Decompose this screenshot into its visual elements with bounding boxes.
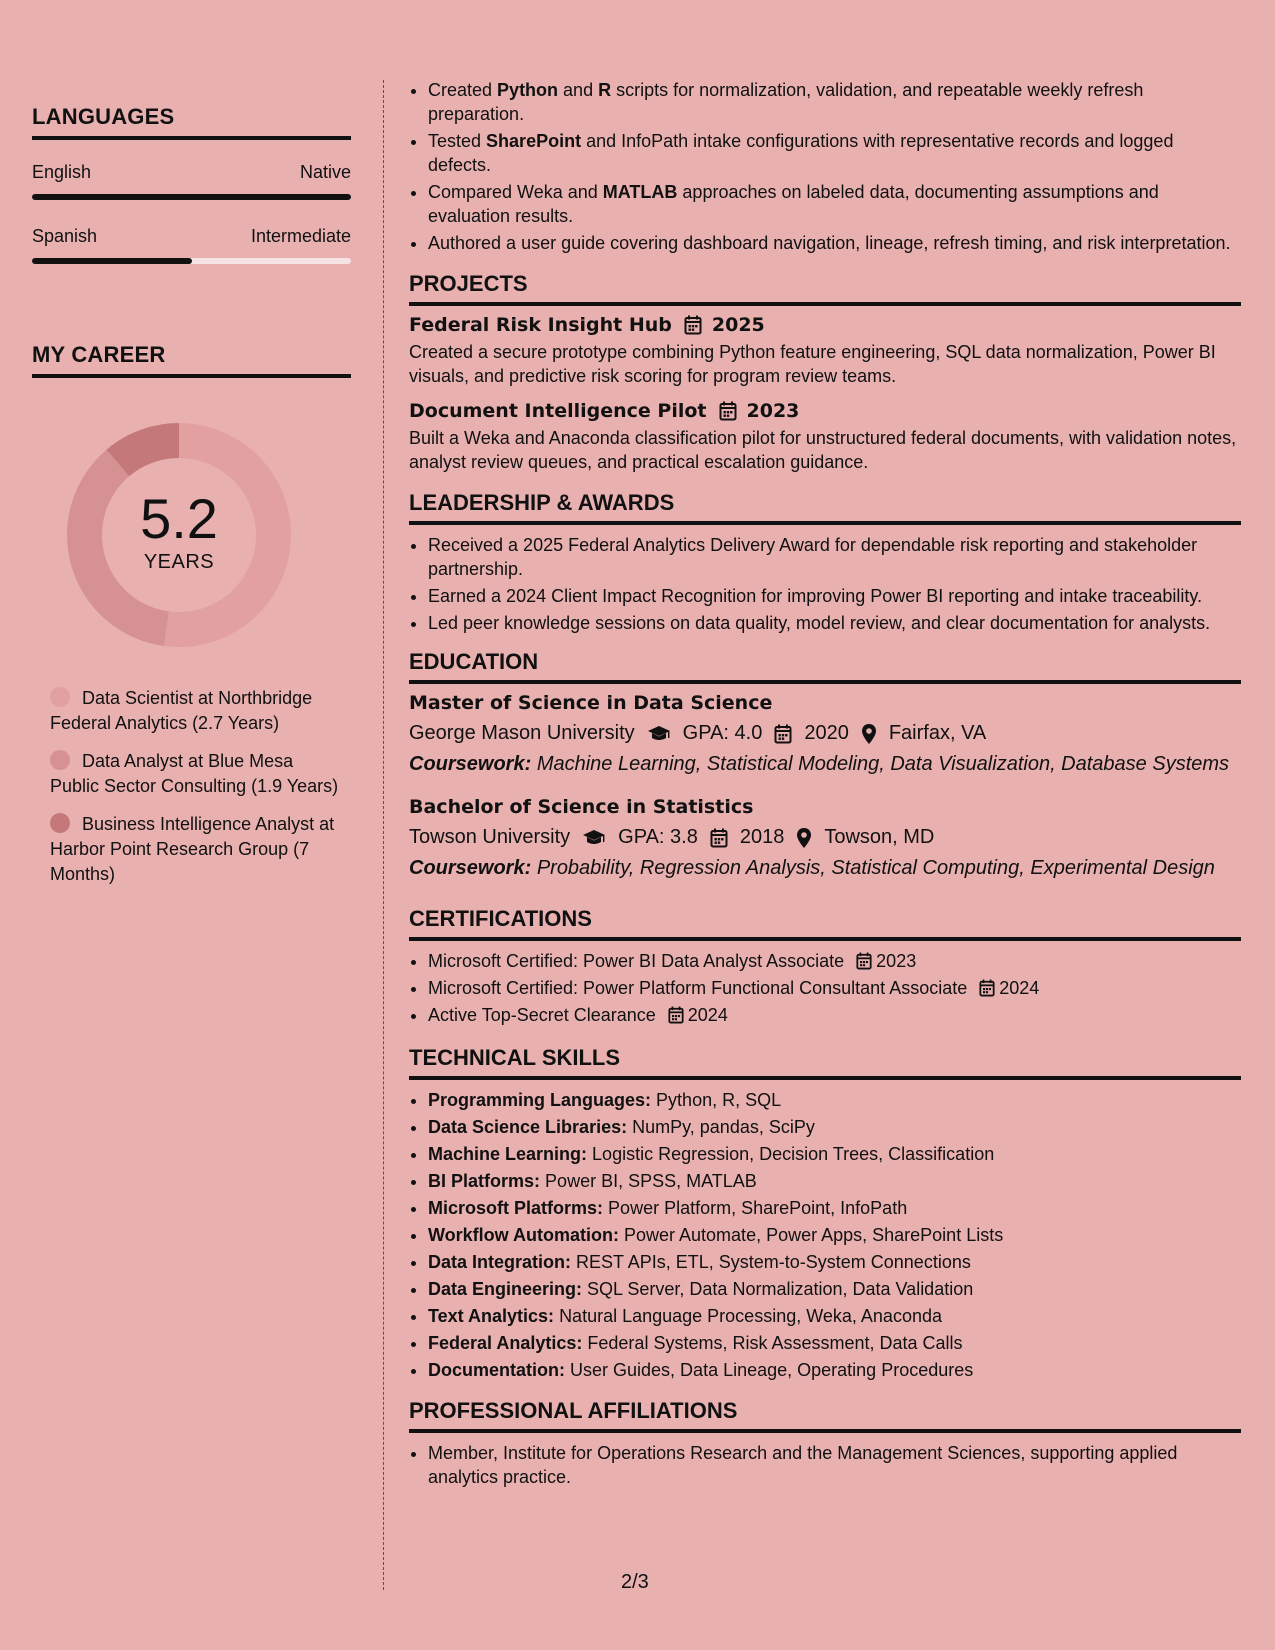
- bullet-text: scripts for normalization, validation, and repeatable weekly refresh preparation.: [428, 80, 1144, 124]
- skills-heading: TECHNICAL SKILLS: [409, 1045, 1241, 1080]
- bold-term: SharePoint: [486, 131, 582, 151]
- degree-title: Master of Science in Data Science: [409, 692, 773, 714]
- project-description: Built a Weka and Anaconda classification pilot for unstructured federal documents, with validation notes, analyst review queues, and practical escalation guidance.: [409, 428, 1237, 472]
- bullet-text: approaches on labeled data, documenting assumptions and evaluation results.: [428, 182, 1159, 226]
- language-name: English: [32, 162, 92, 182]
- career-total-unit: YEARS: [143, 550, 215, 573]
- legend-item: [50, 686, 340, 736]
- certification-year: 2023: [876, 951, 917, 971]
- certification-year: 2024: [687, 1005, 728, 1025]
- legend-dot: [50, 750, 70, 770]
- certification-item: [428, 949, 1241, 973]
- language-spanish: [32, 226, 351, 264]
- certifications-heading: CERTIFICATIONS: [409, 906, 1241, 941]
- proficiency-fill: [32, 258, 192, 264]
- skill-label: Documentation:: [428, 1360, 565, 1380]
- skill-item: [428, 1115, 1241, 1139]
- project-item: [409, 314, 1241, 388]
- calendar-icon: [710, 828, 728, 848]
- list-item: • Led peer knowledge sessions on data quality, model review, and clear documentation for analysts.: [428, 611, 1241, 635]
- graduation-cap-icon: [647, 725, 671, 743]
- experience-bullets: [409, 78, 1241, 255]
- skill-value: REST APIs, ETL, System-to-System Connections: [576, 1252, 971, 1272]
- language-proficiency-bar: [32, 194, 351, 200]
- career-donut: [64, 420, 294, 650]
- location-pin-icon: [861, 723, 877, 745]
- project-item: [409, 400, 1241, 474]
- skill-label: Workflow Automation:: [428, 1225, 619, 1245]
- coursework-label: Coursework:: [409, 857, 532, 879]
- experience-bullet: [428, 180, 1241, 228]
- education-item: [409, 692, 1241, 776]
- skill-label: BI Platforms:: [428, 1171, 541, 1191]
- legend-label: Data Analyst at Blue Mesa Public Sector Consulting (1.9 Years): [50, 751, 339, 796]
- skill-label: Text Analytics:: [428, 1306, 555, 1326]
- skill-value: Federal Systems, Risk Assessment, Data Calls: [587, 1333, 963, 1353]
- location: Towson, MD: [824, 826, 935, 848]
- coursework: Probability, Regression Analysis, Statistical Computing, Experimental Design: [536, 857, 1215, 879]
- coursework-label: Coursework:: [409, 753, 532, 775]
- skill-item: [428, 1088, 1241, 1112]
- column-divider: [383, 80, 384, 1590]
- skill-item: [428, 1142, 1241, 1166]
- calendar-icon: [979, 979, 995, 997]
- skill-label: Microsoft Platforms:: [428, 1198, 604, 1218]
- location: Fairfax, VA: [888, 722, 987, 744]
- location-pin-icon: [796, 827, 812, 849]
- bullet-text: and InfoPath intake configurations with representative records and logged defects.: [428, 131, 1174, 175]
- skill-value: Power BI, SPSS, MATLAB: [545, 1171, 757, 1191]
- legend-dot: [50, 813, 70, 833]
- skill-value: Power Automate, Power Apps, SharePoint Lists: [624, 1225, 1004, 1245]
- bullet-text: and: [558, 80, 599, 100]
- certifications-list: [409, 949, 1241, 1027]
- language-english: [32, 162, 351, 200]
- graduation-year: 2020: [804, 722, 849, 744]
- skill-label: Programming Languages:: [428, 1090, 652, 1110]
- skill-label: Data Integration:: [428, 1252, 572, 1272]
- skill-value: SQL Server, Data Normalization, Data Validation: [587, 1279, 974, 1299]
- calendar-icon: [856, 952, 872, 970]
- certification-name: • Active Top-Secret Clearance: [428, 1005, 656, 1025]
- page-number: 2/3: [621, 1571, 649, 1593]
- legend-label: Data Scientist at Northbridge Federal Analytics (2.7 Years): [50, 688, 313, 733]
- certification-name: • Microsoft Certified: Power BI Data Analyst Associate: [428, 951, 845, 971]
- legend-item: [50, 812, 340, 887]
- graduation-cap-icon: [582, 829, 606, 847]
- skill-item: [428, 1223, 1241, 1247]
- affiliations-list: [409, 1441, 1241, 1489]
- career-legend: [50, 686, 340, 887]
- certification-item: [428, 976, 1241, 1000]
- experience-bullet: [428, 78, 1241, 126]
- list-item: • Member, Institute for Operations Research and the Management Sciences, supporting applied analytics practice.: [428, 1441, 1241, 1489]
- bold-term: R: [598, 80, 612, 100]
- calendar-icon: [684, 315, 702, 335]
- calendar-icon: [774, 724, 792, 744]
- gpa: GPA: 4.0: [682, 722, 763, 744]
- language-level: Native: [299, 162, 351, 182]
- project-year: 2025: [711, 314, 765, 336]
- experience-bullet: [428, 129, 1241, 177]
- certification-year: 2024: [999, 978, 1040, 998]
- leadership-list: [409, 533, 1241, 635]
- proficiency-fill: [32, 194, 351, 200]
- education-item: [409, 796, 1241, 880]
- language-proficiency-bar: [32, 258, 351, 264]
- graduation-year: 2018: [739, 826, 785, 848]
- certification-name: • Microsoft Certified: Power Platform Functional Consultant Associate: [428, 978, 968, 998]
- project-description: Created a secure prototype combining Python feature engineering, SQL data normalization, Power BI visuals, and predictive risk scoring for program review teams.: [409, 342, 1216, 386]
- legend-label: Business Intelligence Analyst at Harbor Point Research Group (7 Months): [50, 814, 335, 884]
- skill-value: Python, R, SQL: [656, 1090, 782, 1110]
- languages-heading: LANGUAGES: [32, 104, 351, 140]
- skill-label: Data Science Libraries:: [428, 1117, 628, 1137]
- school-name: Towson University: [409, 826, 571, 848]
- sidebar: [32, 0, 351, 900]
- bold-term: Python: [497, 80, 559, 100]
- bullet-text: Created: [428, 80, 498, 100]
- calendar-icon: [668, 1006, 684, 1024]
- skills-list: [409, 1088, 1241, 1382]
- skill-value: Natural Language Processing, Weka, Anaconda: [559, 1306, 942, 1326]
- skill-value: Power Platform, SharePoint, InfoPath: [608, 1198, 908, 1218]
- bullet-text: Authored a user guide covering dashboard navigation, lineage, refresh timing, and risk interpretation.: [428, 233, 1231, 253]
- education-heading: EDUCATION: [409, 649, 1241, 684]
- calendar-icon: [719, 401, 737, 421]
- gpa: GPA: 3.8: [618, 826, 698, 848]
- bullet-text: Tested: [428, 131, 487, 151]
- skill-item: [428, 1169, 1241, 1193]
- skill-item: [428, 1196, 1241, 1220]
- skill-item: [428, 1331, 1241, 1355]
- language-level: Intermediate: [250, 226, 351, 246]
- skill-item: [428, 1277, 1241, 1301]
- career-total-years: 5.2: [140, 486, 218, 550]
- school-name: George Mason University: [409, 722, 635, 744]
- skill-item: [428, 1250, 1241, 1274]
- legend-item: [50, 749, 340, 799]
- degree-title: Bachelor of Science in Statistics: [409, 796, 754, 818]
- project-title: Federal Risk Insight Hub: [409, 314, 672, 336]
- projects-heading: PROJECTS: [409, 271, 1241, 306]
- affiliations-heading: PROFESSIONAL AFFILIATIONS: [409, 1398, 1241, 1433]
- skill-item: [428, 1358, 1241, 1382]
- skill-label: Data Engineering:: [428, 1279, 583, 1299]
- main-column: [409, 78, 1241, 1492]
- skill-label: Machine Learning:: [428, 1144, 588, 1164]
- experience-bullet: [428, 231, 1241, 255]
- leadership-heading: LEADERSHIP & AWARDS: [409, 490, 1241, 525]
- skill-label: Federal Analytics:: [428, 1333, 583, 1353]
- bullet-text: Compared Weka and: [428, 182, 603, 202]
- skill-value: Logistic Regression, Decision Trees, Classification: [592, 1144, 995, 1164]
- list-item: • Earned a 2024 Client Impact Recognition for improving Power BI reporting and intake traceability.: [428, 584, 1241, 608]
- project-year: 2023: [746, 400, 800, 422]
- legend-dot: [50, 687, 70, 707]
- certification-item: [428, 1003, 1241, 1027]
- skill-value: NumPy, pandas, SciPy: [632, 1117, 815, 1137]
- skill-item: [428, 1304, 1241, 1328]
- coursework: Machine Learning, Statistical Modeling, Data Visualization, Database Systems: [536, 753, 1230, 775]
- project-title: Document Intelligence Pilot: [409, 400, 707, 422]
- bold-term: MATLAB: [602, 182, 678, 202]
- language-name: Spanish: [32, 226, 98, 246]
- skill-value: User Guides, Data Lineage, Operating Procedures: [570, 1360, 974, 1380]
- career-heading: MY CAREER: [32, 342, 351, 378]
- list-item: • Received a 2025 Federal Analytics Delivery Award for dependable risk reporting and stakeholder partnership.: [428, 533, 1241, 581]
